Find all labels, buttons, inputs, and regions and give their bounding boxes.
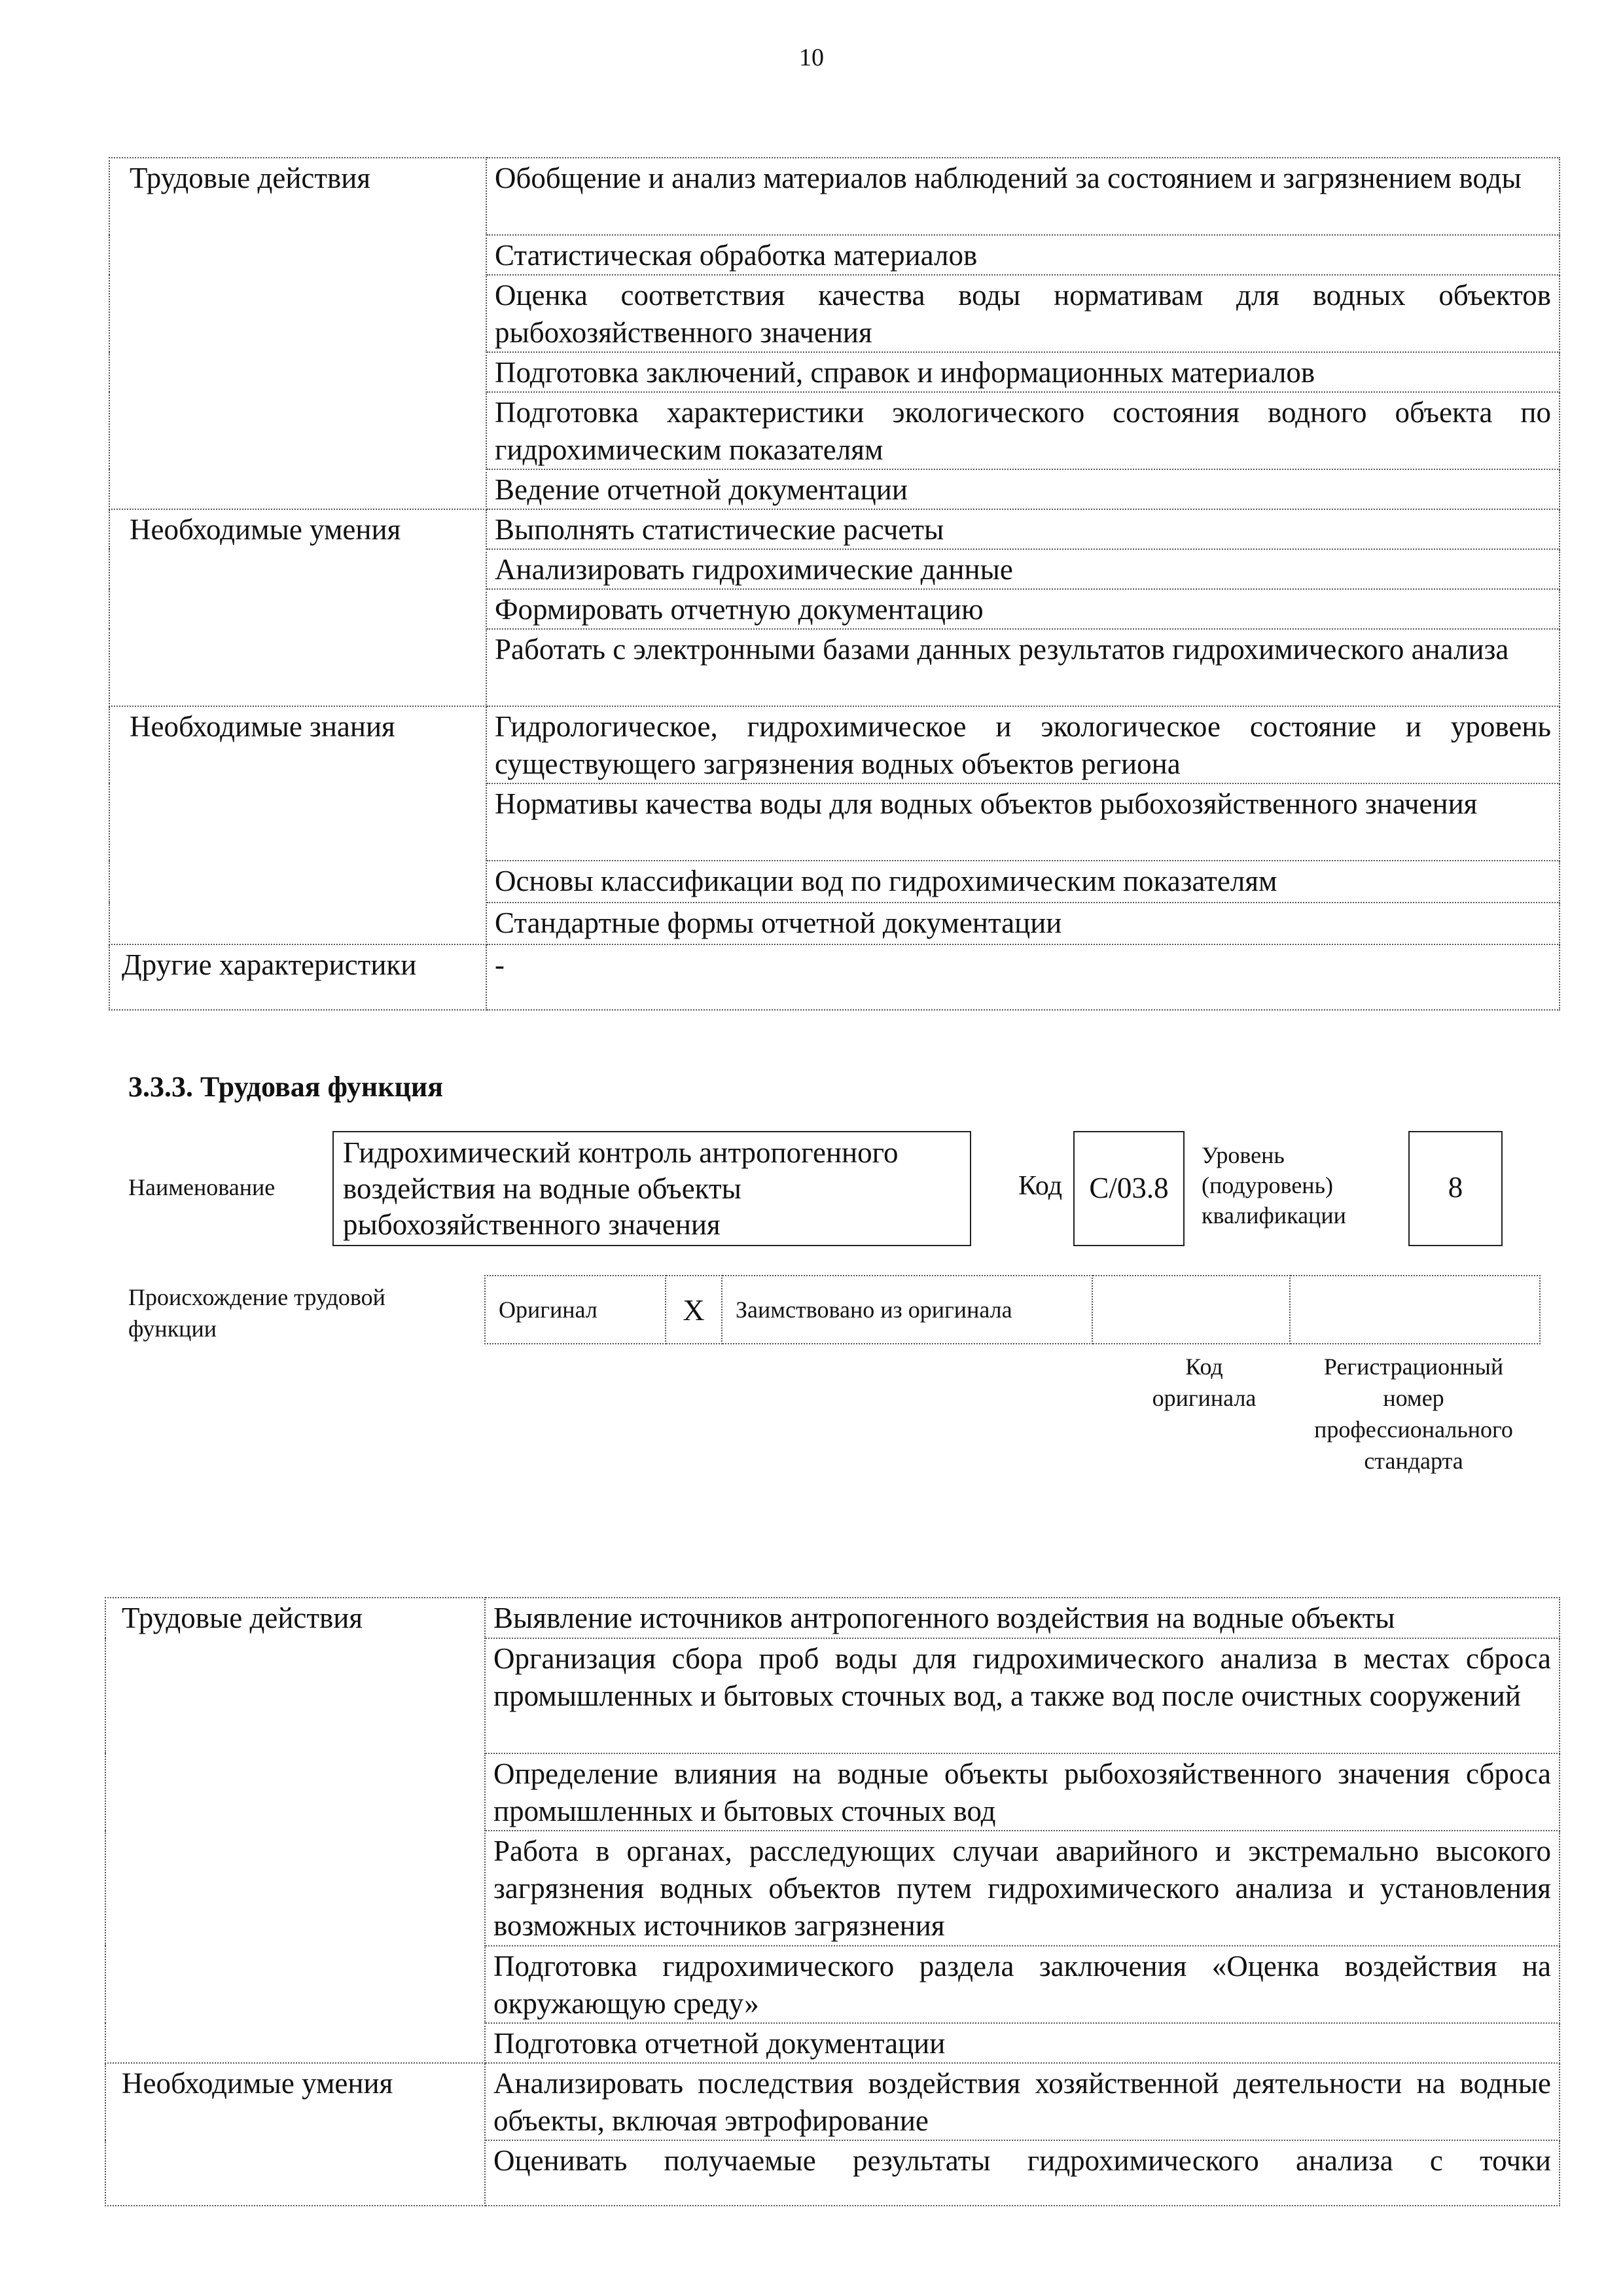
origin-original-cell: Оригинал <box>485 1276 666 1344</box>
table-cell: Анализировать последствия воздействия хозяйственной деятельности на водные объекты, включая эвтрофирование <box>485 2063 1560 2140</box>
qualification-level-label <box>1202 1140 1346 1230</box>
table-cell: Основы классификации вод по гидрохимическим показателям <box>486 861 1560 903</box>
table-cell: Работа в органах, расследующих случаи аварийного и экстремально высокого загрязнения водных объектов путем гидрохимического анализа и установления возможных источников загрязнения <box>485 1831 1560 1946</box>
table-cell: Выявление источников антропогенного воздействия на водные объекты <box>485 1598 1560 1638</box>
row-label: Необходимые умения <box>109 509 486 706</box>
origin-borrowed-cell: Заимствовано из оригинала <box>722 1276 1092 1344</box>
page-number: 10 <box>799 44 824 71</box>
row-label: Трудовые действия <box>109 158 486 509</box>
table-cell: Подготовка характеристики экологического состояния водного объекта по гидрохимическим показателям <box>486 392 1560 469</box>
labor-function-table-1 <box>109 157 1560 1011</box>
table-row <box>109 944 1560 1010</box>
origin-code-cell <box>1092 1276 1290 1344</box>
row-label: Другие характеристики <box>109 944 486 1010</box>
level-label-line: квалификации <box>1202 1202 1346 1229</box>
origin-label-line: функции <box>128 1316 217 1342</box>
table-cell: Подготовка отчетной документации <box>485 2023 1560 2063</box>
table-row <box>105 2063 1560 2140</box>
table-cell: Подготовка заключений, справок и информационных материалов <box>486 352 1560 392</box>
table-cell: Нормативы качества воды для водных объектов рыбохозяйственного значения <box>486 783 1560 861</box>
caption-line: стандарта <box>1364 1448 1463 1474</box>
level-label-line: Уровень <box>1202 1142 1285 1168</box>
table-cell: Анализировать гидрохимические данные <box>486 549 1560 589</box>
table-row <box>109 509 1560 549</box>
origin-table <box>484 1275 1541 1344</box>
caption-line: профессионального <box>1314 1416 1513 1443</box>
row-label: Трудовые действия <box>105 1598 485 2063</box>
code-box: C/03.8 <box>1073 1131 1185 1246</box>
table-cell: Формировать отчетную документацию <box>486 589 1560 629</box>
table-cell: Определение влияния на водные объекты рыбохозяйственного значения сброса промышленных и бытовых сточных вод <box>485 1753 1560 1831</box>
table-cell: Стандартные формы отчетной документации <box>486 903 1560 944</box>
origin-reg-number-cell <box>1290 1276 1540 1344</box>
table-cell: Оценивать получаемые результаты гидрохимического анализа с точки <box>485 2140 1560 2206</box>
level-label-line: (подуровень) <box>1202 1172 1333 1198</box>
table-cell: - <box>486 944 1560 1010</box>
table-row <box>109 706 1560 783</box>
row-label: Необходимые знания <box>109 706 486 944</box>
table-row <box>105 1598 1560 1638</box>
table-cell: Гидрологическое, гидрохимическое и экологическое состояние и уровень существующего загрязнения водных объектов региона <box>486 706 1560 783</box>
function-name-box: Гидрохимический контроль антропогенного воздействия на водные объекты рыбохозяйственного значения <box>332 1131 971 1246</box>
qualification-level-box: 8 <box>1408 1131 1503 1246</box>
row-label: Необходимые умения <box>105 2063 485 2206</box>
table-cell: Обобщение и анализ материалов наблюдений за состоянием и загрязнением воды <box>486 158 1560 235</box>
caption-line: номер <box>1383 1385 1444 1411</box>
table-cell: Организация сбора проб воды для гидрохимического анализа в местах сброса промышленных и бытовых сточных вод, а также вод после очистных сооружений <box>485 1638 1560 1753</box>
code-label: Код <box>1018 1171 1063 1201</box>
origin-mark-cell: X <box>666 1276 722 1344</box>
table-row <box>109 158 1560 235</box>
name-label: Наименование <box>128 1174 276 1200</box>
section-title: 3.3.3. Трудовая функция <box>128 1071 444 1103</box>
table-cell: Ведение отчетной документации <box>486 469 1560 509</box>
table-cell: Статистическая обработка материалов <box>486 235 1560 275</box>
caption-line: оригинала <box>1152 1385 1257 1411</box>
caption-line: Регистрационный <box>1323 1354 1504 1380</box>
caption-line: Код <box>1185 1354 1223 1380</box>
registration-number-caption <box>1263 1351 1564 1477</box>
table-cell: Работать с электронными базами данных результатов гидрохимического анализа <box>486 629 1560 706</box>
table-cell: Выполнять статистические расчеты <box>486 509 1560 549</box>
table-cell: Подготовка гидрохимического раздела заключения «Оценка воздействия на окружающую среду» <box>485 1946 1560 2023</box>
origin-label-line: Происхождение трудовой <box>128 1284 385 1310</box>
table-cell: Оценка соответствия качества воды нормативам для водных объектов рыбохозяйственного значения <box>486 275 1560 352</box>
labor-function-table-2 <box>105 1597 1560 2206</box>
origin-label <box>128 1282 385 1344</box>
